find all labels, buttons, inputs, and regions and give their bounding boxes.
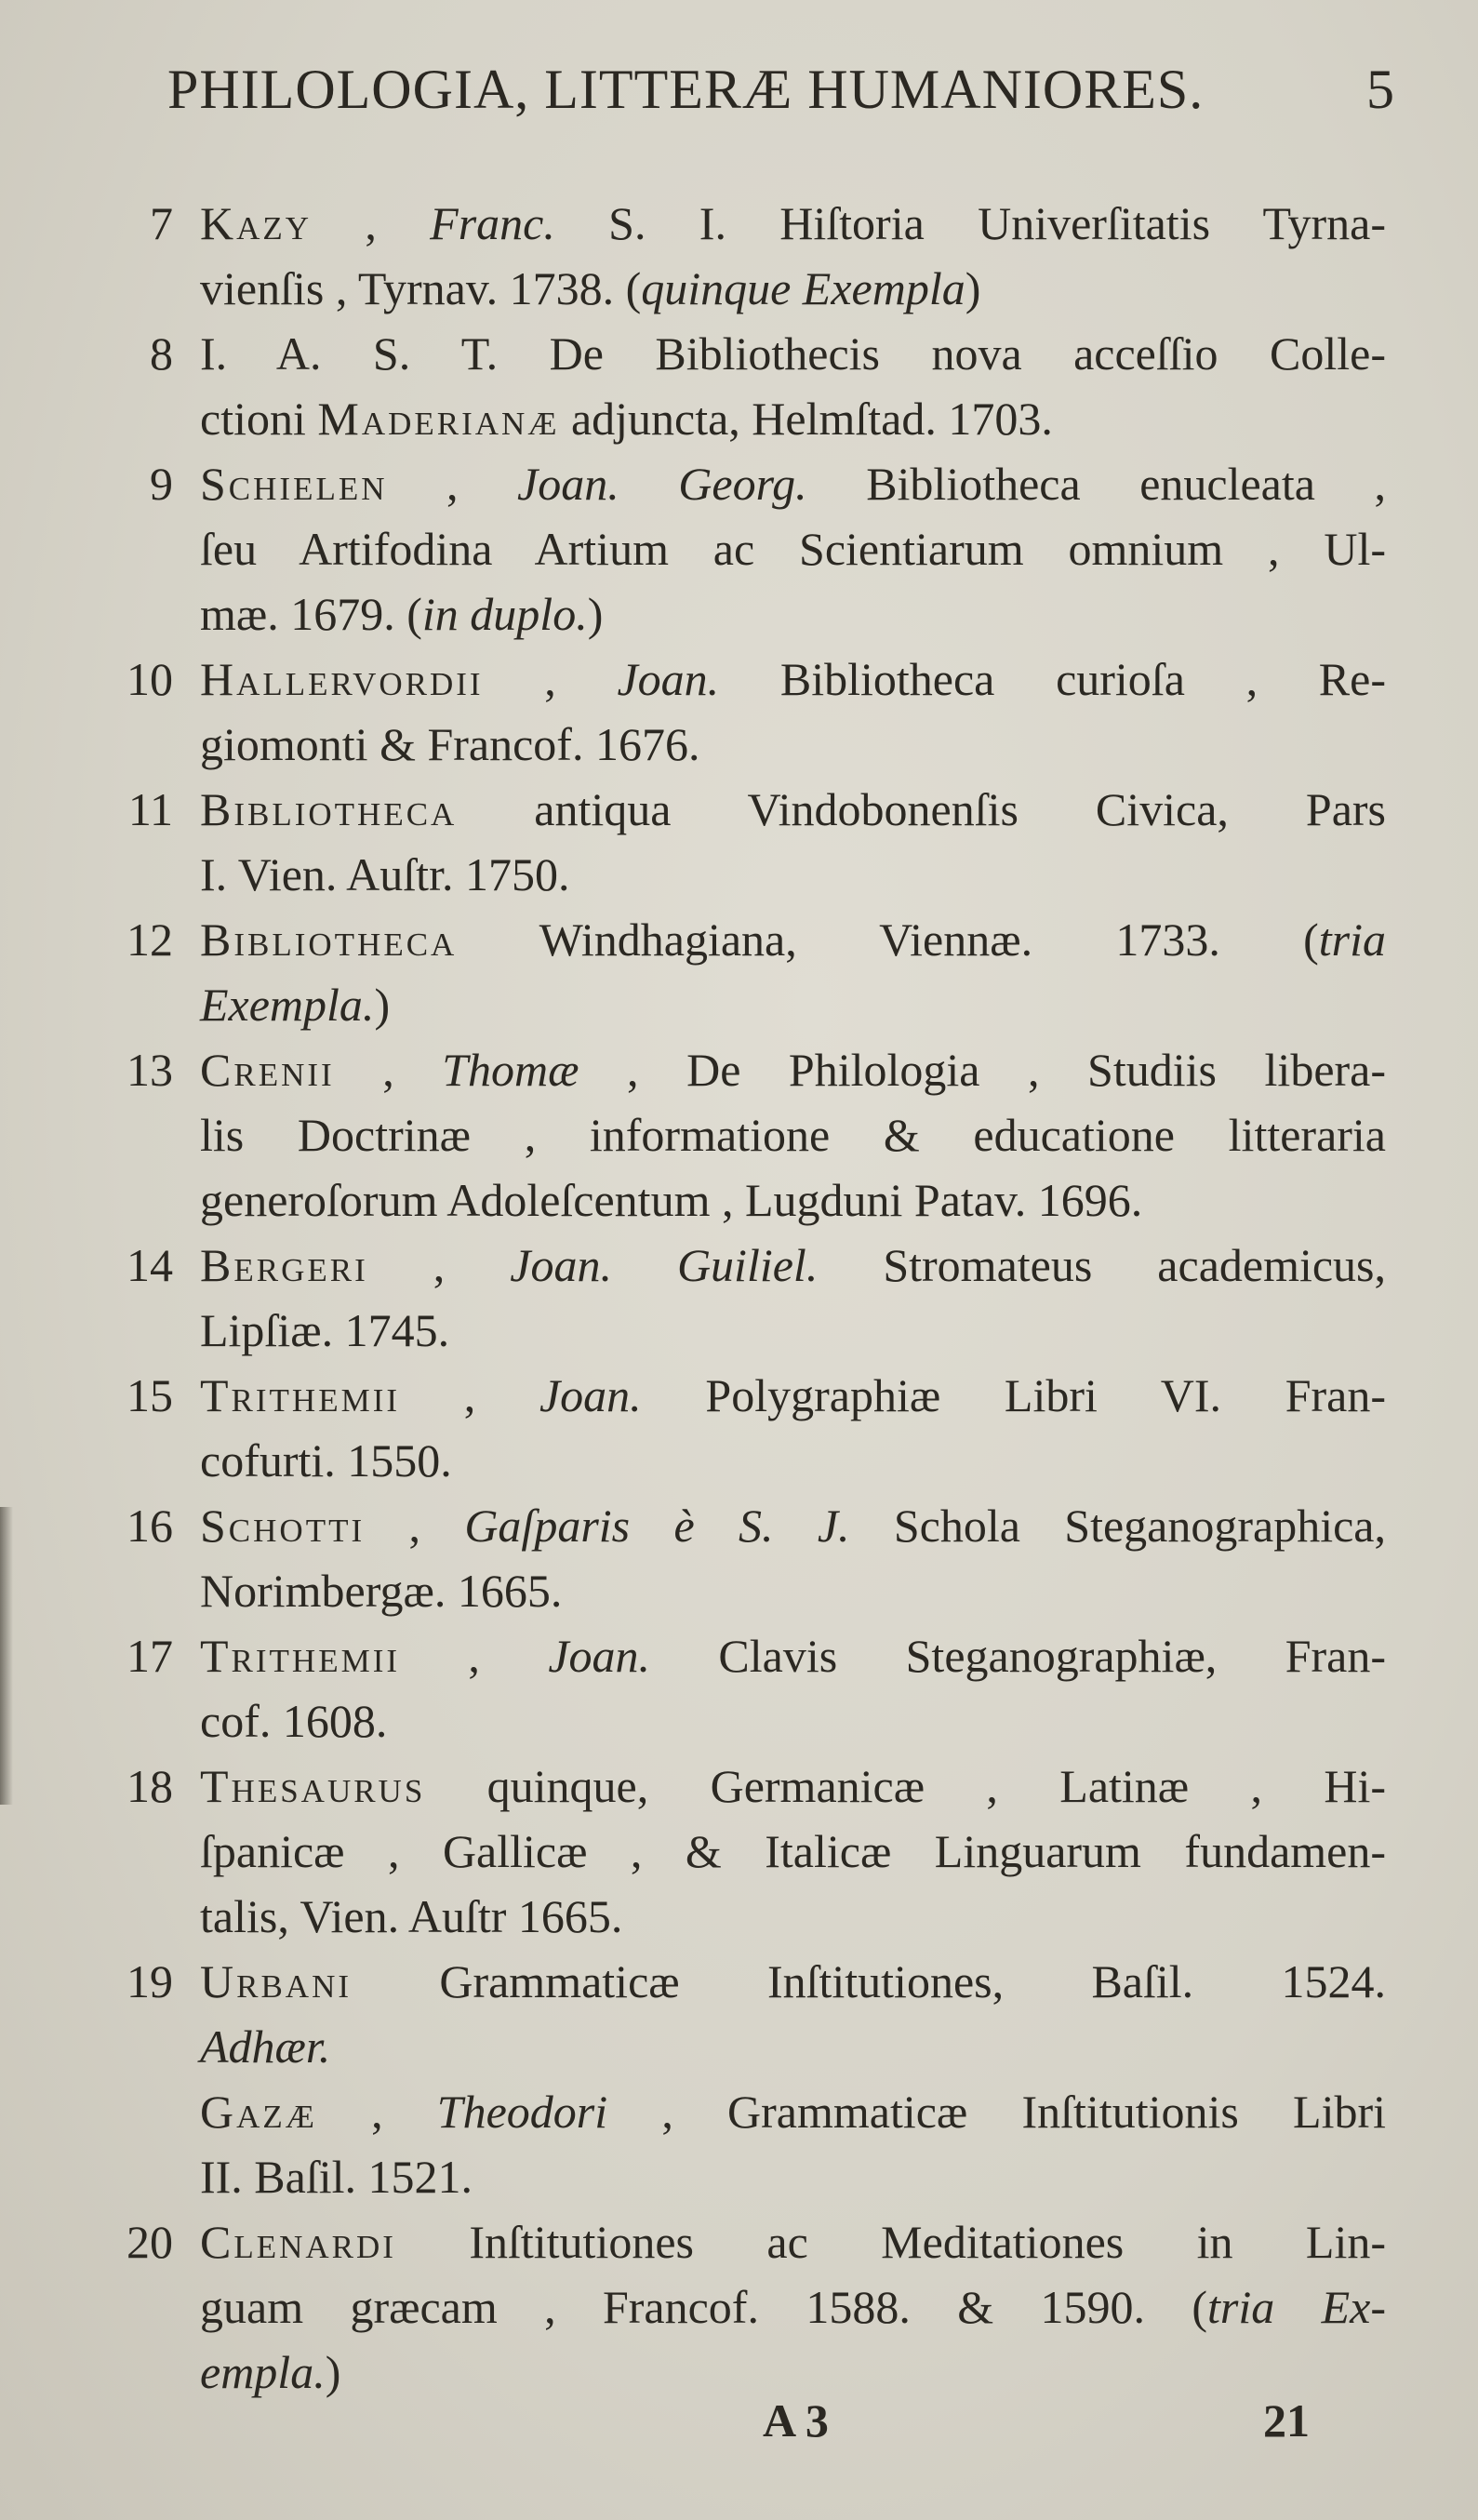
entry-number: 15 (126, 1369, 173, 1421)
catchword: 21 (1263, 2394, 1310, 2447)
entry-line (200, 1298, 1386, 1363)
author-name: Clenardi (200, 2216, 396, 2268)
entry-line (200, 1753, 1386, 1819)
catalog-entry (0, 2209, 1478, 2405)
entry-line (200, 907, 1386, 972)
entry-number: 20 (126, 2216, 173, 2268)
catalog-entry (0, 907, 1478, 1037)
entry-line (200, 2079, 1386, 2144)
text-run: , (387, 458, 518, 510)
entry-line (200, 1884, 1386, 1949)
entry-number: 14 (126, 1239, 173, 1291)
catalog-entry (0, 1037, 1478, 1233)
text-run: , De Philologia , Studiis libera- (579, 1044, 1387, 1096)
entry-line (200, 777, 1386, 842)
italic-text: tria Ex- (1206, 2281, 1386, 2333)
text-run: lis Doctrinæ , informatione & educatione litteraria (200, 1109, 1386, 1161)
text-run: cofurti. 1550. (200, 1434, 452, 1487)
author-name: Gazæ (200, 2086, 317, 2138)
text-run: ) (325, 2346, 341, 2398)
author-name: Kazy (200, 197, 313, 249)
entry-line (200, 1949, 1386, 2014)
text-run: , (367, 1239, 511, 1291)
entry-number: 10 (126, 653, 173, 705)
entry-line (200, 2144, 1386, 2209)
running-header (167, 58, 1395, 122)
entry-line (200, 1037, 1386, 1102)
author-name: Hallervordii (200, 653, 484, 705)
entry-line (200, 451, 1386, 516)
text-run: mæ. 1679. ( (200, 588, 422, 640)
catalog-entry (0, 1363, 1478, 1493)
author-name: Schielen (200, 458, 388, 510)
author-name: Trithemii (200, 1630, 401, 1682)
entry-number: 12 (126, 913, 173, 966)
text-run: Norimbergæ. 1665. (200, 1565, 563, 1617)
text-run: ctioni (200, 393, 318, 445)
text-run: Windhagiana, Viennæ. 1733. ( (457, 913, 1319, 966)
entry-line (200, 1819, 1386, 1884)
text-run: , (400, 1369, 539, 1421)
entry-line (200, 386, 1386, 451)
header-title: PHILOLOGIA, LITTERÆ HUMANIORES. (167, 59, 1205, 120)
entry-number: 7 (150, 197, 173, 249)
entry-line (200, 1102, 1386, 1167)
entry-line (200, 1558, 1386, 1623)
italic-text: Franc. (430, 197, 555, 249)
italic-text: Gaſparis è S. J. (464, 1500, 850, 1552)
catalog-entries (0, 191, 1478, 2405)
italic-text: Exempla. (200, 979, 375, 1031)
entry-line (200, 2014, 1386, 2079)
italic-text: tria (1318, 913, 1386, 966)
text-run: ) (587, 588, 604, 640)
signature-mark: A 3 (763, 2394, 829, 2447)
text-run: antiqua Vindobonenſis Civica, Pars (457, 783, 1386, 835)
text-run: cof. 1608. (200, 1695, 388, 1747)
text-run: , Grammaticæ Inſtitutionis Libri (607, 2086, 1386, 2138)
catalog-entry (0, 1233, 1478, 1363)
text-run: ) (965, 262, 981, 314)
catalog-entry (0, 647, 1478, 777)
text-run: Bibliotheca curioſa , Re- (719, 653, 1386, 705)
entry-number: 13 (126, 1044, 173, 1096)
author-name: Bergeri (200, 1239, 368, 1291)
entry-line (200, 581, 1386, 647)
text-run: Polygraphiæ Libri VI. Fran- (641, 1369, 1386, 1421)
italic-text: Joan. Guiliel. (510, 1239, 819, 1291)
text-run: ) (374, 979, 391, 1031)
text-run: quinque, Germanicæ , Latinæ , Hi- (425, 1760, 1386, 1812)
italic-text: Joan. (548, 1630, 651, 1682)
entry-line (200, 1363, 1386, 1428)
catalog-entry (0, 451, 1478, 647)
text-run: vienſis , Tyrnav. 1738. ( (200, 262, 642, 314)
entry-line (200, 842, 1386, 907)
text-run: Grammaticæ Inſtitutiones, Baſil. 1524. (352, 1955, 1386, 2007)
catalog-entry (0, 1949, 1478, 2209)
catalog-entry (0, 321, 1478, 451)
text-run: , (334, 1044, 443, 1096)
entry-line (200, 1623, 1386, 1688)
entry-line (200, 647, 1386, 712)
author-name: Crenii (200, 1044, 335, 1096)
italic-text: Theodori (436, 2086, 608, 2138)
text-run: I. Vien. Auſtr. 1750. (200, 848, 570, 900)
catalog-entry (0, 777, 1478, 907)
entry-line (200, 712, 1386, 777)
page-number: 5 (1366, 59, 1395, 120)
entry-line (200, 1167, 1386, 1233)
text-run: ſpanicæ , Gallicæ , & Italicæ Linguarum fundamen- (200, 1825, 1386, 1877)
entry-line (200, 972, 1386, 1037)
text-run: Stromateus academicus, (818, 1239, 1387, 1291)
italic-text: Adhær. (200, 2020, 331, 2073)
entry-line (200, 2274, 1386, 2340)
entry-number: 8 (150, 327, 173, 380)
entry-number: 17 (126, 1630, 173, 1682)
entry-line (200, 1428, 1386, 1493)
text-run: adjuncta, Helmſtad. 1703. (559, 393, 1053, 445)
entry-line (200, 191, 1386, 256)
catalog-entry (0, 1623, 1478, 1753)
italic-text: Joan. (539, 1369, 642, 1421)
text-run: Inſtitutiones ac Meditationes in Lin- (395, 2216, 1386, 2268)
entry-number: 18 (126, 1760, 173, 1812)
text-run: , (312, 197, 431, 249)
text-run: Bibliotheca enucleata , (806, 458, 1386, 510)
catalog-entry (0, 191, 1478, 321)
text-run: S. I. Hiſtoria Univerſitatis Tyrna- (554, 197, 1386, 249)
italic-text: quinque Exempla (641, 262, 965, 314)
text-run: , (483, 653, 618, 705)
italic-text: Thomæ (442, 1044, 579, 1096)
catalog-entry (0, 1493, 1478, 1623)
text-run: , (316, 2086, 437, 2138)
entry-number: 11 (127, 783, 173, 835)
italic-text: Joan. (617, 653, 720, 705)
text-run: generoſorum Adoleſcentum , Lugduni Patav. 1696. (200, 1174, 1143, 1226)
entry-line (200, 321, 1386, 386)
entry-line (200, 516, 1386, 581)
text-run: Lipſiæ. 1745. (200, 1304, 450, 1356)
text-run: Clavis Steganographiæ, Fran- (650, 1630, 1386, 1682)
text-run: II. Baſil. 1521. (200, 2151, 473, 2203)
author-name: Thesaurus (200, 1760, 426, 1812)
entry-line (200, 1688, 1386, 1753)
italic-text: Joan. Georg. (517, 458, 807, 510)
text-run: guam græcam , Francof. 1588. & 1590. ( (200, 2281, 1207, 2333)
entry-number: 9 (150, 458, 173, 510)
author-name: Urbani (200, 1955, 353, 2007)
author-name: Bibliotheca (200, 783, 458, 835)
italic-text: empla. (200, 2346, 326, 2398)
catalog-entry (0, 1753, 1478, 1949)
text-run: , (365, 1500, 465, 1552)
entry-line (200, 1233, 1386, 1298)
text-run: ſeu Artifodina Artium ac Scientiarum omnium , Ul- (200, 523, 1386, 575)
text-run: Schola Steganographica, (849, 1500, 1386, 1552)
entry-number: 16 (126, 1500, 173, 1552)
author-name: Maderianæ (317, 393, 560, 445)
italic-text: in duplo. (421, 588, 588, 640)
author-name: Trithemii (200, 1369, 401, 1421)
text-run: giomonti & Francof. 1676. (200, 718, 700, 770)
text-run: talis, Vien. Auſtr 1665. (200, 1890, 623, 1942)
author-name: Schotti (200, 1500, 366, 1552)
author-name: Bibliotheca (200, 913, 458, 966)
text-run: I. A. S. T. De Bibliothecis nova acceſſio Colle- (200, 327, 1386, 380)
entry-number: 19 (126, 1955, 173, 2007)
entry-line (200, 2209, 1386, 2274)
text-run: , (400, 1630, 549, 1682)
entry-line (200, 1493, 1386, 1558)
entry-line (200, 256, 1386, 321)
